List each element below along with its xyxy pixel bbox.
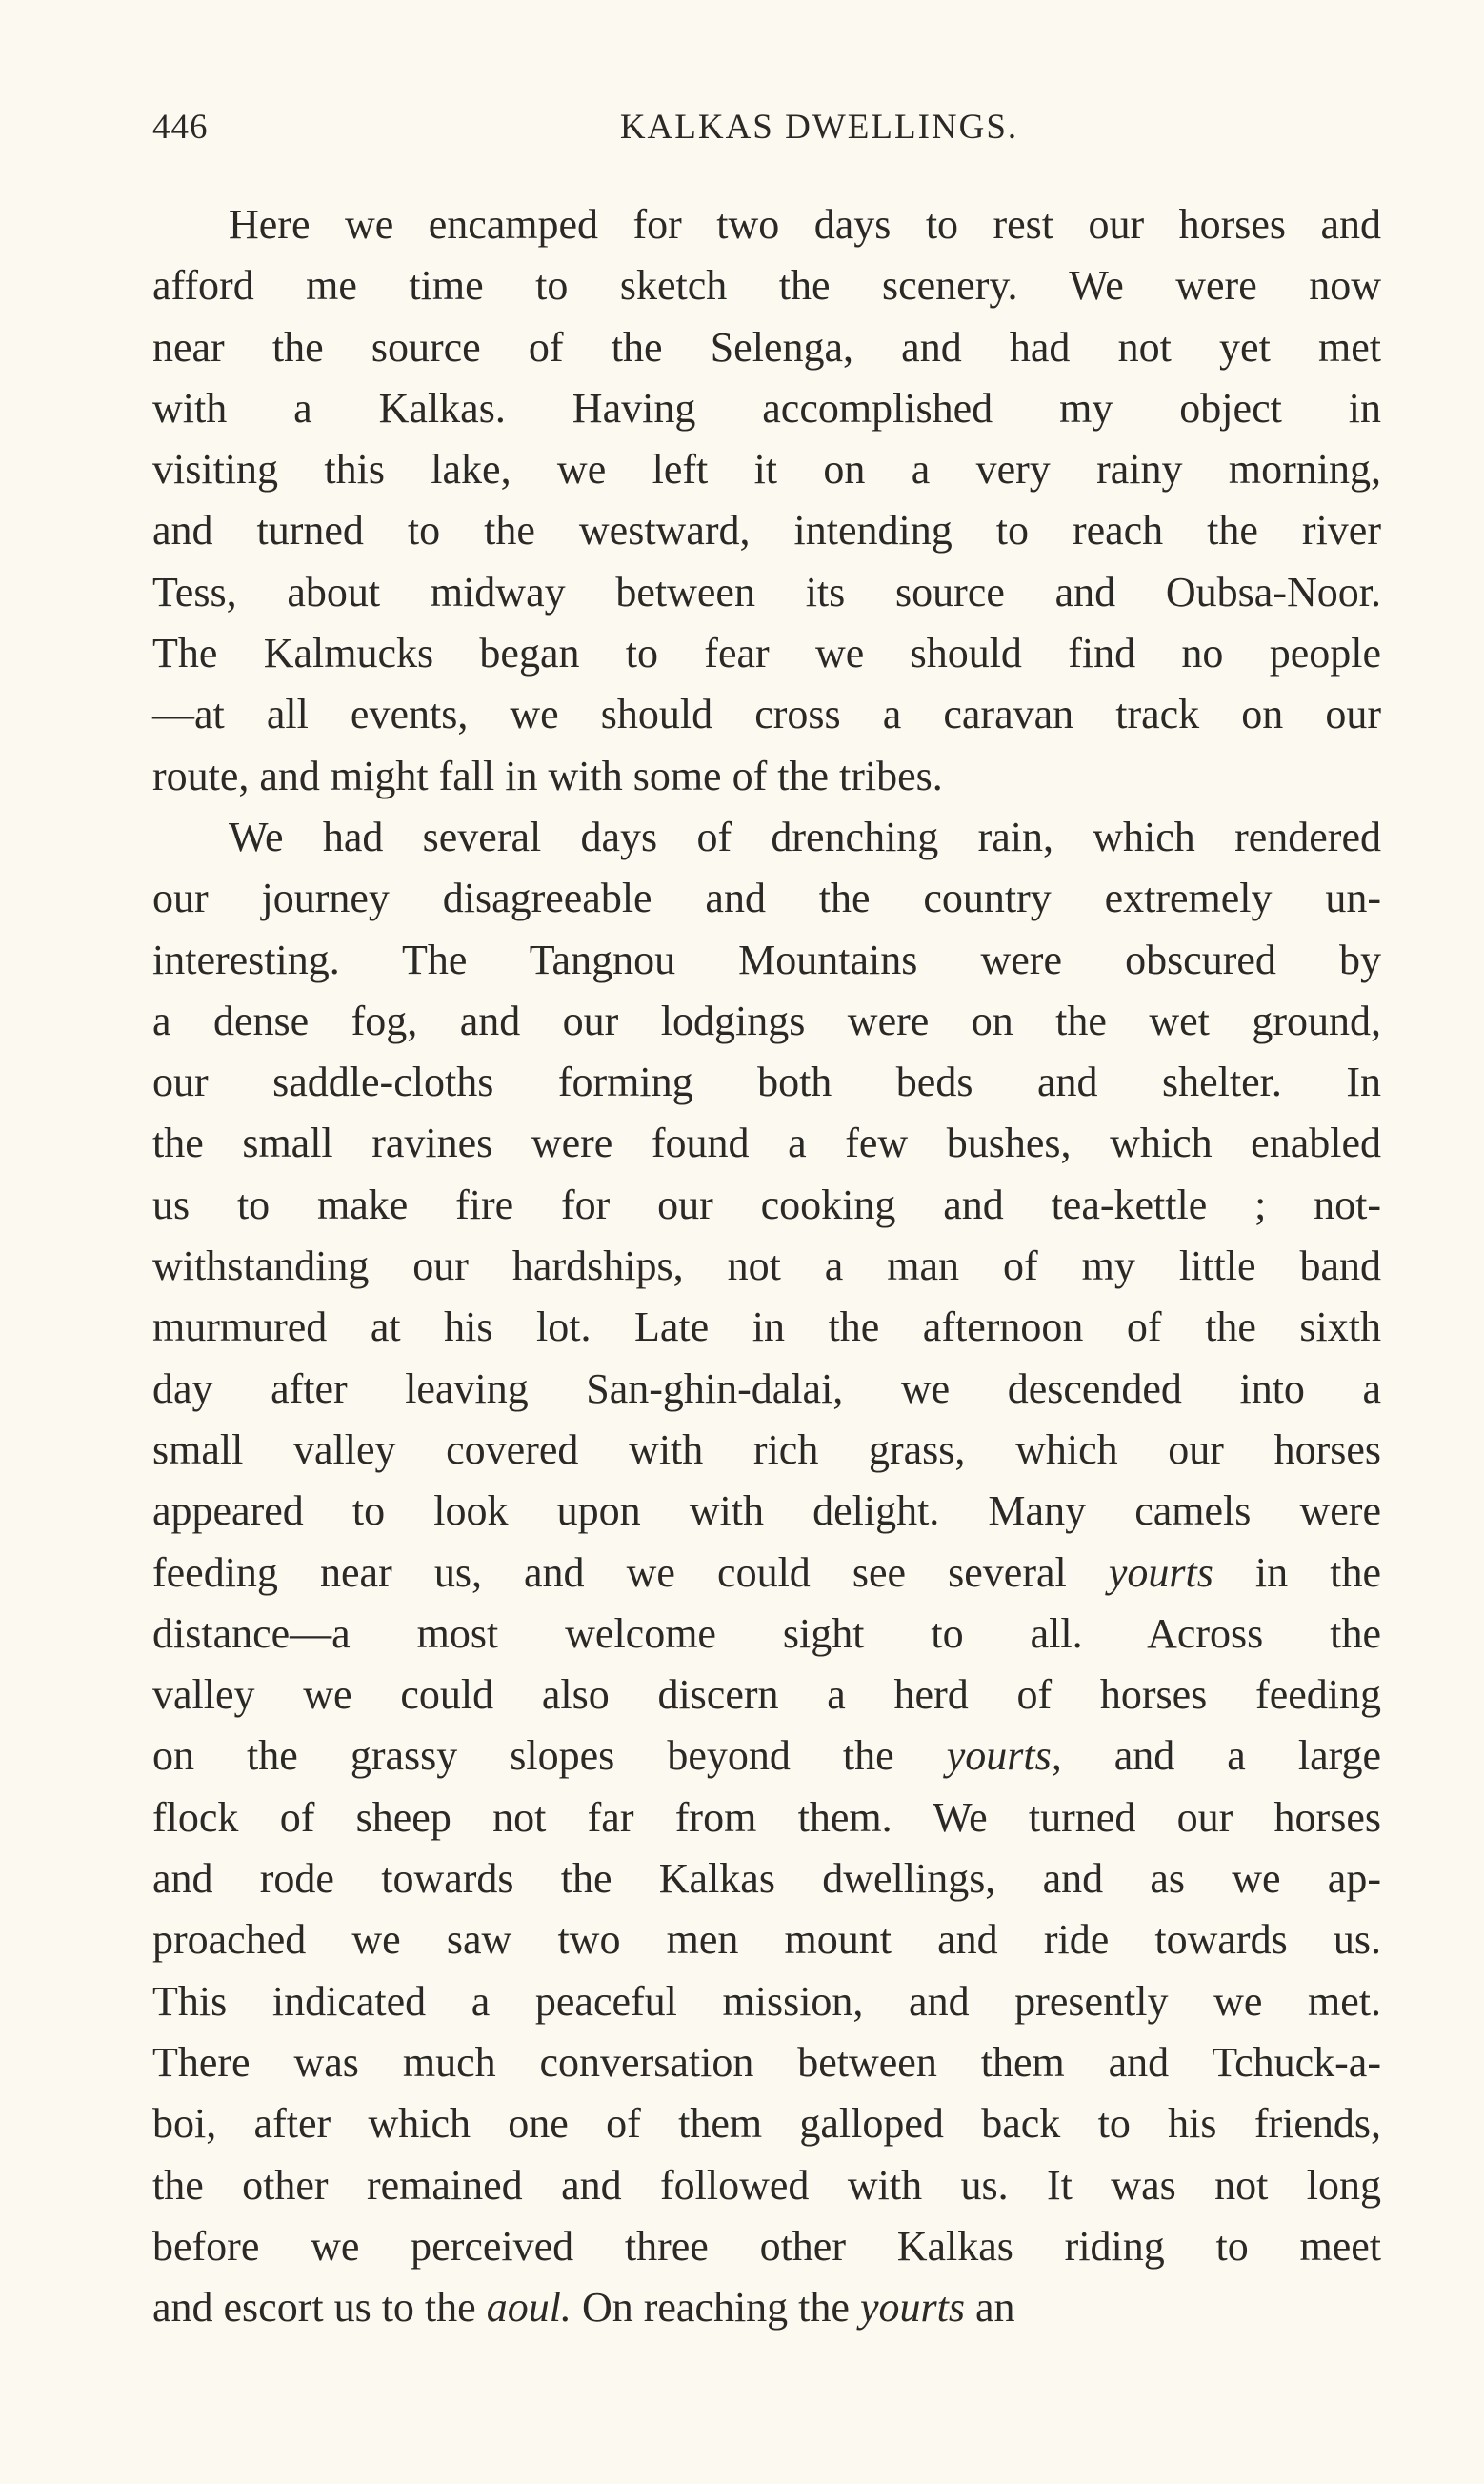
text-line: distance—a most welcome sight to all. Across the [152,1609,1381,1657]
text-run: On reaching the [571,2284,860,2332]
text-line: before we perceived three other Kalkas riding to meet [152,2222,1381,2270]
text-line: visiting this lake, we left it on a very rainy morning, [152,446,1381,494]
text-line: Tess, about midway between its source and Oubsa-Noor. [152,568,1381,616]
text-line: withstanding our hardships, not a man of my little band [152,1242,1381,1290]
text-line: The Kalmucks began to fear we should find no people [152,630,1381,677]
text-line: and rode towards the Kalkas dwellings, and as we ap- [152,1855,1381,1903]
text-line [152,1726,1381,1787]
text-line: our saddle-cloths forming both beds and shelter. In [152,1059,1381,1106]
text-line: murmured at his lot. Late in the afternoon of the sixth [152,1303,1381,1351]
text-line: valley we could also discern a herd of horses feeding [152,1671,1381,1719]
text-line: the other remained and followed with us. It was not long [152,2161,1381,2209]
text-line: our journey disagreeable and the country extremely un- [152,875,1381,922]
running-head [152,107,1381,154]
body-text [152,194,1381,2338]
italic-term: aoul. [486,2284,572,2332]
text-line: with a Kalkas. Having accomplished my object in [152,384,1381,432]
text-run: and escort us to the [152,2284,487,2332]
text-run: an [964,2284,1015,2332]
text-line: flock of sheep not far from them. We turned our horses [152,1793,1381,1841]
italic-term: yourts, [946,1732,1062,1780]
text-line: appeared to look upon with delight. Many camels were [152,1487,1381,1535]
text-line: small valley covered with rich grass, which our horses [152,1425,1381,1473]
text-run: in the [1213,1548,1381,1596]
text-line: near the source of the Selenga, and had not yet met [152,323,1381,371]
text-line: boi, after which one of them galloped back to his friends, [152,2100,1381,2148]
text-line: interesting. The Tangnou Mountains were obscured by [152,936,1381,983]
text-run: feeding near us, and we could see several [152,1548,1109,1596]
italic-term: yourts [1108,1548,1213,1596]
text-line: We had several days of drenching rain, which rendered [229,813,1381,860]
text-line: day after leaving San-ghin-dalai, we descended into a [152,1364,1381,1412]
text-line: This indicated a peaceful mission, and presently we met. [152,1977,1381,2025]
italic-term: yourts [859,2284,965,2332]
text-line: —at all events, we should cross a caravan track on our [152,691,1381,738]
text-run: on the grassy slopes beyond the [152,1732,947,1780]
text-run: and a large [1061,1732,1381,1780]
text-line: a dense fog, and our lodgings were on the wet ground, [152,997,1381,1044]
text-line: us to make fire for our cooking and tea-kettle ; not- [152,1181,1381,1228]
text-line: afford me time to sketch the scenery. We were now [152,262,1381,310]
text-line: route, and might fall in with some of the tribes. [152,752,943,799]
text-line [152,1543,1381,1604]
page-number: 446 [152,108,209,147]
text-line: and turned to the westward, intending to reach the river [152,507,1381,555]
text-line [152,2277,1381,2338]
text-line: the small ravines were found a few bushes, which enabled [152,1120,1381,1167]
text-line: proached we saw two men mount and ride towards us. [152,1916,1381,1964]
running-title: KALKAS DWELLINGS. [619,108,1019,147]
text-line: There was much conversation between them and Tchuck-a- [152,2038,1381,2086]
text-line: Here we encamped for two days to rest our horses and [229,201,1381,248]
